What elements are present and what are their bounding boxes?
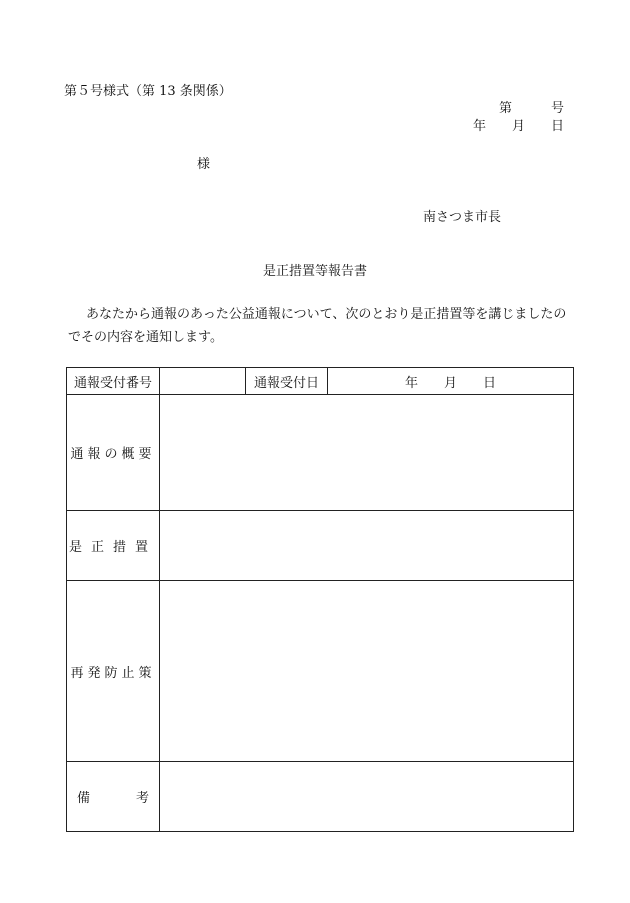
document-number: 第 号 (498, 101, 564, 116)
corrective-row (67, 511, 574, 581)
summary-value (160, 395, 574, 511)
prevention-value (160, 581, 574, 762)
sender-name: 南さつま市長 (423, 210, 502, 225)
issue-date: 年 月 日 (472, 119, 564, 134)
receipt-row (67, 368, 574, 395)
remarks-label-first: 備 (77, 791, 91, 806)
receipt-date-value: 年 月 日 (328, 368, 574, 395)
corrective-label: 是正措置 (67, 511, 160, 581)
remarks-label-second: 考 (135, 791, 149, 806)
report-table (66, 367, 574, 832)
body-text: あなたから通報のあった公益通報について、次のとおり是正措置等を講じましたのでその内容を通知します。 (68, 307, 567, 345)
addressee-honorific: 様 (197, 157, 211, 172)
form-number: 第５号様式（第 13 条関係） (64, 84, 232, 99)
summary-label: 通報の概要 (67, 395, 160, 511)
summary-row (67, 395, 574, 511)
document-title: 是正措置等報告書 (262, 264, 367, 279)
receipt-date-label: 通報受付日 (246, 368, 328, 395)
prevention-label: 再発防止策 (67, 581, 160, 762)
remarks-value (160, 762, 574, 832)
receipt-number-label: 通報受付番号 (67, 368, 160, 395)
prevention-row (67, 581, 574, 762)
receipt-number-value (160, 368, 246, 395)
remarks-label-cell (67, 762, 160, 832)
corrective-value (160, 511, 574, 581)
remarks-row (67, 762, 574, 832)
